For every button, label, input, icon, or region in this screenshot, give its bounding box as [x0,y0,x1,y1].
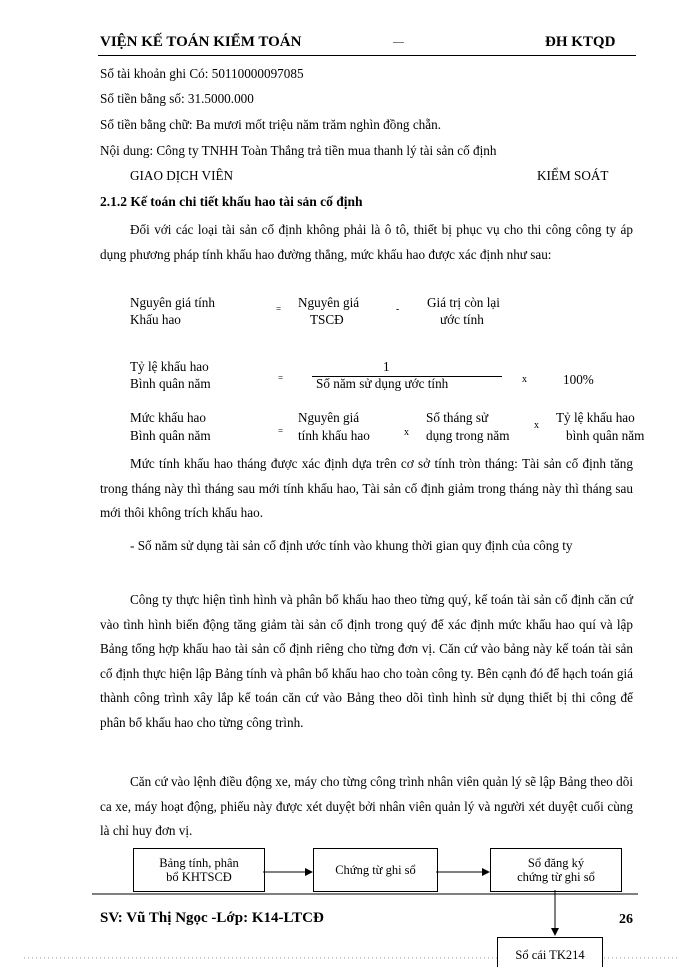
formula3-equals: = [278,426,284,436]
paragraph-useful-life: - Số năm sử dụng tài sản cố định ước tính vào khung thời gian quy định của công ty [130,538,573,553]
formula3-term-b-line2: dụng trong năm [426,428,510,443]
formula2-lhs-line2: Bình quân năm [130,376,211,391]
formula3-multiply-1: x [404,427,409,438]
formula1-term-b-line1: Giá trị còn lại [427,295,500,310]
formula1-lhs-line2: Khấu hao [130,312,181,327]
formula1-minus: - [396,304,400,315]
formula1-equals: = [276,304,282,314]
flow-box-voucher-label: Chứng từ ghi sổ [335,863,416,877]
flow-box-voucher-register-line1: Sổ đăng ký [527,856,585,870]
formula3-lhs-line2: Bình quân năm [130,428,211,443]
header-separator: — [393,36,404,48]
formula2-percent: 100% [563,372,594,387]
info-line-amount-words: Số tiền bằng chữ: Ba mươi mốt triệu năm trăm nghìn đồng chẵn. [100,117,442,132]
formula2-numerator: 1 [383,359,390,374]
page-number: 26 [619,912,633,927]
formula3-multiply-2: x [534,420,539,431]
paragraph-allocation: Công ty thực hiện tình hình và phân bổ khấu hao theo từng quý, kế toán tài sản cố định căn cứ vào tình hình biến động tăng giảm tài sản cố định trong quý để xác định mức khấu hao quí và lập Bảng tổng hợp khấu hao tài sản cố định riêng cho từng đơn vị. Căn cứ vào bảng này kế toán tài sản cố định thực hiện lập Bảng tính và phân bổ khấu hao cho toàn công ty. Bên cạnh đó để hạch toán giá thành công trình xây lắp kế toán căn cứ vào Bảng theo dõi tình hình sử dụng thiết bị thi công để phân bổ khấu hao cho từng công trình. [100,592,633,730]
paragraph-vehicle-log: Căn cứ vào lệnh điều động xe, máy cho từng công trình nhân viên quản lý sẽ lập Bảng theo dõi ca xe, máy hoạt động, phiếu này được xét duyệt bởi nhân viên quản lý và người xét duyệt cuối cùng là chỉ huy đơn vị. [100,774,633,839]
formula3-term-c-line2: bình quân năm [566,428,645,443]
paragraph-method: Đối với các loại tài sản cố định không phải là ô tô, thiết bị phục vụ cho thi công công ty áp dụng phương pháp tính khấu hao đường thẳng, mức khấu hao được xác định như sau: [100,222,633,262]
signature-teller: GIAO DỊCH VIÊN [130,168,234,183]
header-title-right: ĐH KTQD [545,34,616,50]
formula3-term-c-line1: Tỷ lệ khấu hao [556,410,635,425]
info-line-account: Số tài khoản ghi Có: 50110000097085 [100,66,304,81]
flow-box-depreciation-table-line1: Bảng tính, phân [159,856,239,870]
formula2-equals: = [278,373,284,383]
flow-box-ledger-label: Sổ cái TK214 [515,948,585,962]
formula3-term-a-line2: tính khấu hao [298,428,370,443]
formula3-term-b-line1: Số tháng sử [426,410,489,425]
formula1-term-b-line2: ước tính [440,312,484,327]
info-line-content: Nội dung: Công ty TNHH Toàn Thắng trả tiền mua thanh lý tài sản cố định [100,143,497,158]
footer-student: SV: Vũ Thị Ngọc -Lớp: K14-LTCĐ [100,910,324,926]
section-title: 2.1.2 Kế toán chi tiết khấu hao tài sản cố định [100,194,363,209]
formula1-term-a-line1: Nguyên giá [298,295,360,310]
formula3-lhs-line1: Mức khấu hao [130,410,206,425]
formula2-multiply: x [522,374,527,385]
formula2-lhs-line1: Tỷ lệ khấu hao [130,359,209,374]
paragraph-monthly-rule: Mức tính khấu hao tháng được xác định dựa trên cơ sở tính tròn tháng: Tài sản cố định tăng trong tháng này thì tháng sau mới tính khấu hao, Tài sản cố định giảm trong tháng này thì tháng sau mới thôi không trích khấu hao. [100,456,633,521]
flow-box-depreciation-table-line2: bổ KHTSCĐ [166,870,232,884]
flow-box-ledger [497,937,603,967]
info-line-amount-number: Số tiền bằng số: 31.5000.000 [100,91,254,106]
flow-box-voucher-register-line2: chứng từ ghi sổ [517,870,595,884]
formula3-term-a-line1: Nguyên giá [298,410,360,425]
formula1-term-a-line2: TSCĐ [310,312,344,327]
signature-control: KIỂM SOÁT [537,168,609,183]
formula2-denominator: Số năm sử dụng ước tính [316,376,449,391]
header-title-left: VIỆN KẾ TOÁN KIỂM TOÁN [100,34,302,50]
formula1-lhs-line1: Nguyên giá tính [130,295,215,310]
